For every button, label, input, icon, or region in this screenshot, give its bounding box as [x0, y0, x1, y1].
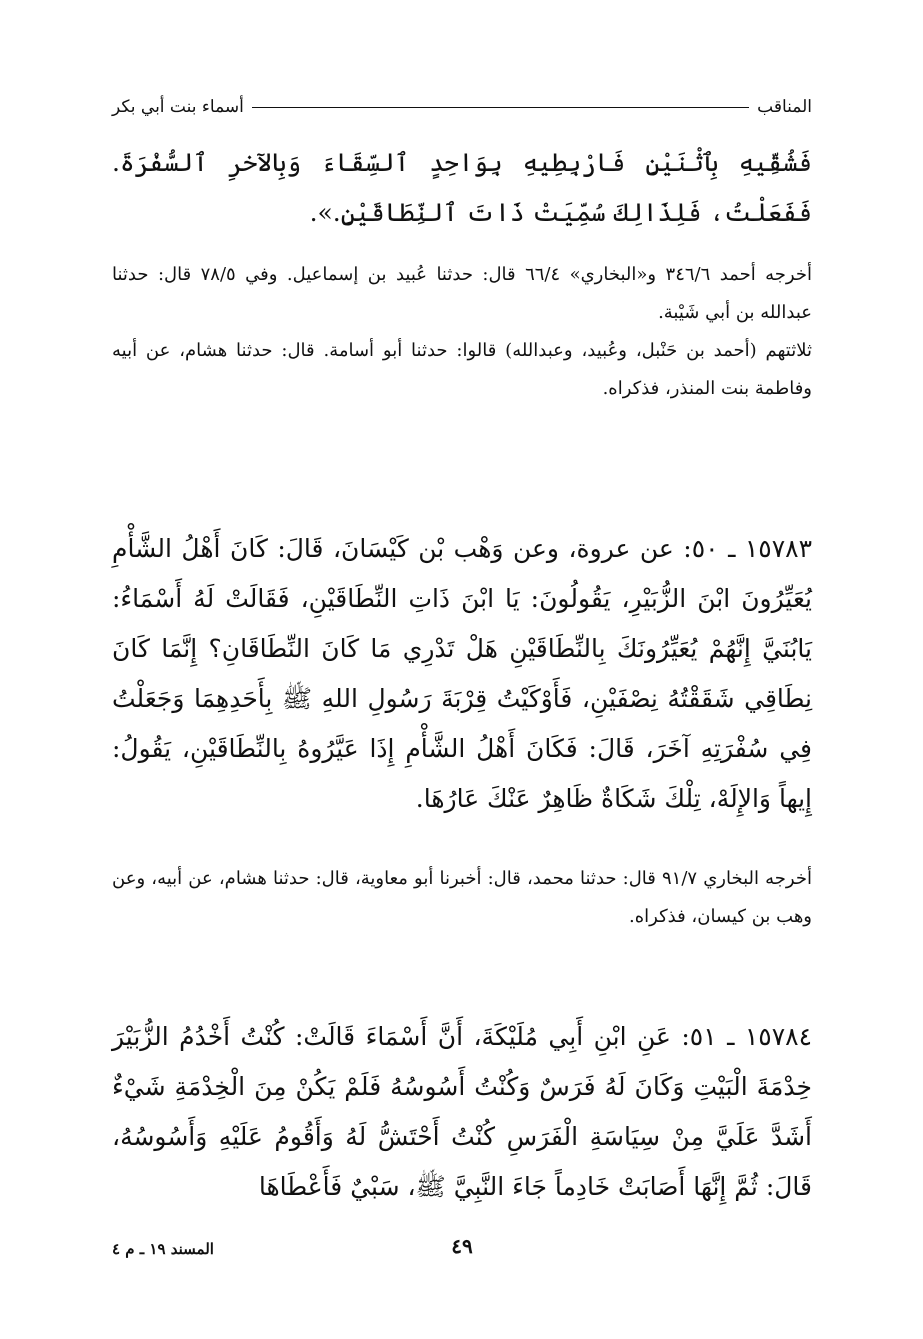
header-chapter-title: أسماء بنت أبي بكر — [112, 97, 244, 117]
takhrij-paragraph: ثلاثتهم (أحمد بن حَنْبل، وعُبيد، وعبدالله) قالوا: حدثنا أبو أسامة. قال: حدثنا هشام، عن أبيه وفاطمة بنت المنذر، فذكراه. — [112, 340, 812, 399]
hadith-continuation: فَشُقِّيهِ بِٱثْنَيْنِ فَارْبِطِيهِ بِوَاحِدٍ ٱلسِّقَاءَ وَبِالآخرِ ٱلسُّفْرَةَ. فَفَعَلْتُ، فَلِذَالِكَ سُمِّيَتْ ذَاتَ ٱلنِّطَاقَيْنِ.». — [112, 148, 812, 227]
header-rule — [252, 107, 749, 108]
hadith-15784: ١٥٧٨٤ ـ ٥١: عَنِ ابْنِ أَبِي مُلَيْكَةَ، أَنَّ أَسْمَاءَ قَالَتْ: كُنْتُ أَخْدُمُ الزُّبَيْرَ خِدْمَةَ الْبَيْتِ وَكَانَ لَهُ فَرَسٌ وَكُنْتُ أَسُوسُهُ فَلَمْ يَكُنْ مِنَ الْخِدْمَةِ شَيْءٌ أَشَدَّ عَلَيَّ مِنْ سِيَاسَةِ الْفَرَسِ كُنْتُ أَحْتَشُّ لَهُ وَأَقُومُ عَلَيْهِ وَأَسُوسُهُ، قَالَ: ثُمَّ إِنَّهَا أَصَابَتْ خَادِماً جَاءَ النَّبِيَّ ﷺ، سَبْيٌ فَأَعْطَاهَا — [112, 1022, 812, 1201]
takhrij-paragraph: أخرجه البخاري ٩١/٧ قال: حدثنا محمد، قال: أخبرنا أبو معاوية، قال: حدثنا هشام، عن أبيه، وعن وهب بن كيسان، فذكراه. — [112, 868, 812, 927]
running-header — [112, 92, 812, 122]
hadith-15783: ١٥٧٨٣ ـ ٥٠: عن عروة، وعن وَهْب بْن كَيْسَانَ، قَالَ: كَانَ أَهْلُ الشَّأْمِ يُعَيِّرُونَ ابْنَ الزُّبَيْرِ، يَقُولُونَ: يَا ابْنَ ذَاتِ النِّطَاقَيْنِ، فَقَالَتْ لَهُ أَسْمَاءُ: يَابُنَيَّ إِنَّهُمْ يُعَيِّرُونَكَ بِالنِّطَاقَيْنِ هَلْ تَدْرِي مَا كَانَ النِّطَاقَانِ؟ إِنَّمَا كَانَ نِطَاقِي شَقَقْتُهُ نِصْفَيْنِ، فَأَوْكَيْتُ قِرْبَةَ رَسُولِ اللهِ ﷺ بِأَحَدِهِمَا وَجَعَلْتُ فِي سُفْرَتِهِ آخَرَ، قَالَ: فَكَانَ أَهْلُ الشَّأْمِ إِذَا عَيَّرُوهُ بِالنِّطَاقَيْنِ، يَقُولُ: إِيهاً وَالإِلَهْ، تِلْكَ شَكَاةٌ ظَاهِرٌ عَنْكَ عَارُهَا. — [112, 534, 813, 813]
document-page — [112, 0, 812, 1339]
takhrij-paragraph: أخرجه أحمد ٣٤٦/٦ و«البخاري» ٦٦/٤ قال: حدثنا عُبيد بن إسماعيل. وفي ٧٨/٥ قال: حدثنا عبدالله بن أبي شَيْبة. — [112, 264, 812, 323]
header-section-title: المناقب — [757, 97, 812, 117]
takhrij-note-2 — [112, 860, 812, 936]
page-number: ٤٩ — [451, 1234, 473, 1258]
takhrij-note-1 — [112, 256, 812, 408]
signature-mark: المسند ١٩ ـ م ٤ — [112, 1240, 214, 1258]
